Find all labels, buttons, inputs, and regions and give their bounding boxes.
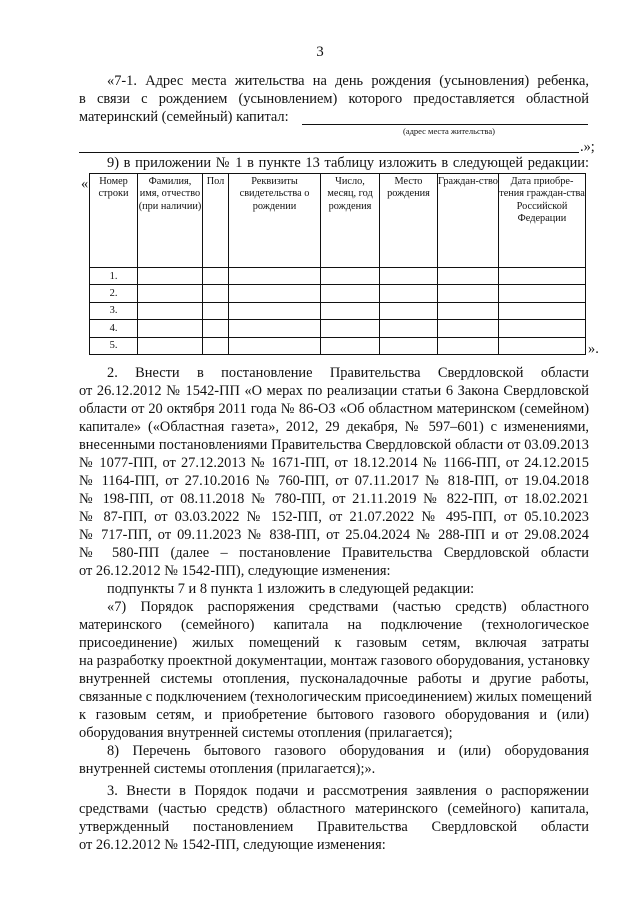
table-row [90,320,586,337]
table-header-row [90,174,586,268]
table-row [90,285,586,302]
item-2-line-11: № 580-ПП (далее – постановление Правительства Свердловской области [79,545,589,561]
subitems-intro: подпункты 7 и 8 пункта 1 изложить в следующей редакции: [107,581,475,597]
item-3-line-4: от 26.12.2012 № 1542-ПП, следующие изменения: [79,837,386,853]
para-7-1-line-2: в связи с рождением (усыновлением) которого предоставляется областной [79,91,589,107]
para-7-1-line-1: «7-1. Адрес места жительства на день рождения (усыновления) ребенка, [107,73,589,89]
header-citizenship-date: Дата приобре-тения граждан-ства Российской Федерации [499,174,586,268]
item-2-line-3: области от 20 октября 2011 года № 86-ОЗ «Об областном материнском (семейном) [79,401,589,417]
address-fill-line-2 [79,152,579,153]
sub-7-line-8: оборудования внутренней системы отопления (прилагается); [79,725,453,741]
address-caption: (адрес места жительства) [403,126,495,136]
sub-7-line-7: к газовым сетям, и приобретение бытового газового оборудования и (или) [79,707,589,723]
sub-8-line-1: 8) Перечень бытового газового оборудования и (или) оборудования [107,743,589,759]
para-7-1-end: .»; [580,139,595,155]
row-number: 1. [90,268,138,285]
page-number: 3 [316,44,324,60]
sub-7-line-3: присоединение) жилых помещений к газовым сетям, включая затраты [79,635,589,651]
row-number: 2. [90,285,138,302]
sub-7-line-1: «7) Порядок распоряжения средствами (частью средств) областного [107,599,589,615]
sub-7-line-5: внутренней системы отопления, пусконаладочные работы и другие работы, [79,671,589,687]
sub-7-line-2: материнского (семейного) капитала на подключение (технологическое [79,617,589,633]
table-close-quote: ». [588,341,599,357]
header-row-number: Номер строки [90,174,138,268]
row-number: 4. [90,320,138,337]
table-row [90,337,586,354]
sub-8-line-2: внутренней системы отопления (прилагается);». [79,761,376,777]
para-7-1-line-3: материнский (семейный) капитал: [79,109,289,125]
item-9-text: 9) в приложении № 1 в пункте 13 таблицу изложить в следующей редакции: [107,155,589,171]
item-2-line-5: внесенными постановлениями Правительства Свердловской области от 03.09.2013 [79,437,589,453]
item-3-line-2: средствами (частью средств) областного материнского (семейного) капитала, [79,801,589,817]
item-2-line-4: капитале» («Областная газета», 2012, 29 декабря, № 597–601) с изменениями, [79,419,589,435]
header-full-name: Фамилия, имя, отчество (при наличии) [138,174,203,268]
item-2-line-10: № 717-ПП, от 09.11.2023 № 838-ПП, от 25.04.2024 № 288-ПП и от 29.08.2024 [79,527,589,543]
item-3-line-3: утвержденный постановлением Правительства Свердловской области [79,819,589,835]
table-row [90,302,586,319]
citizens-table [89,173,586,355]
item-2-line-8: № 198-ПП, от 08.11.2018 № 780-ПП, от 21.11.2019 № 822-ПП, от 18.02.2021 [79,491,589,507]
header-birth-certificate: Реквизиты свидетельства о рождении [229,174,321,268]
item-2-line-9: № 87-ПП, от 03.03.2022 № 152-ПП, от 21.07.2022 № 495-ПП, от 05.10.2023 [79,509,589,525]
item-2-line-1: 2. Внести в постановление Правительства Свердловской области [107,365,589,381]
item-2-line-2: от 26.12.2012 № 1542-ПП «О мерах по реализации статьи 6 Закона Свердловской [79,383,589,399]
item-2-line-12: от 26.12.2012 № 1542-ПП), следующие изменения: [79,563,391,579]
row-number: 5. [90,337,138,354]
header-birth-place: Место рождения [380,174,438,268]
item-2-line-6: № 1077-ПП, от 27.12.2013 № 1671-ПП, от 18.12.2014 № 1166-ПП, от 24.12.2015 [79,455,589,471]
item-3-line-1: 3. Внести в Порядок подачи и рассмотрения заявления о распоряжении [107,783,589,799]
table-open-quote: « [81,176,89,192]
address-fill-line [302,124,588,125]
header-birth-date: Число, месяц, год рождения [321,174,380,268]
header-sex: Пол [203,174,229,268]
table-row [90,268,586,285]
sub-7-line-4: на разработку проектной документации, монтаж газового оборудования, установку [79,653,590,669]
header-citizenship: Граждан-ство [438,174,499,268]
item-2-line-7: № 1164-ПП, от 27.10.2016 № 760-ПП, от 07.11.2017 № 818-ПП, от 19.04.2018 [79,473,589,489]
sub-7-line-6: связанные с подключением (технологическим присоединением) жилых помещений [79,689,592,705]
row-number: 3. [90,302,138,319]
